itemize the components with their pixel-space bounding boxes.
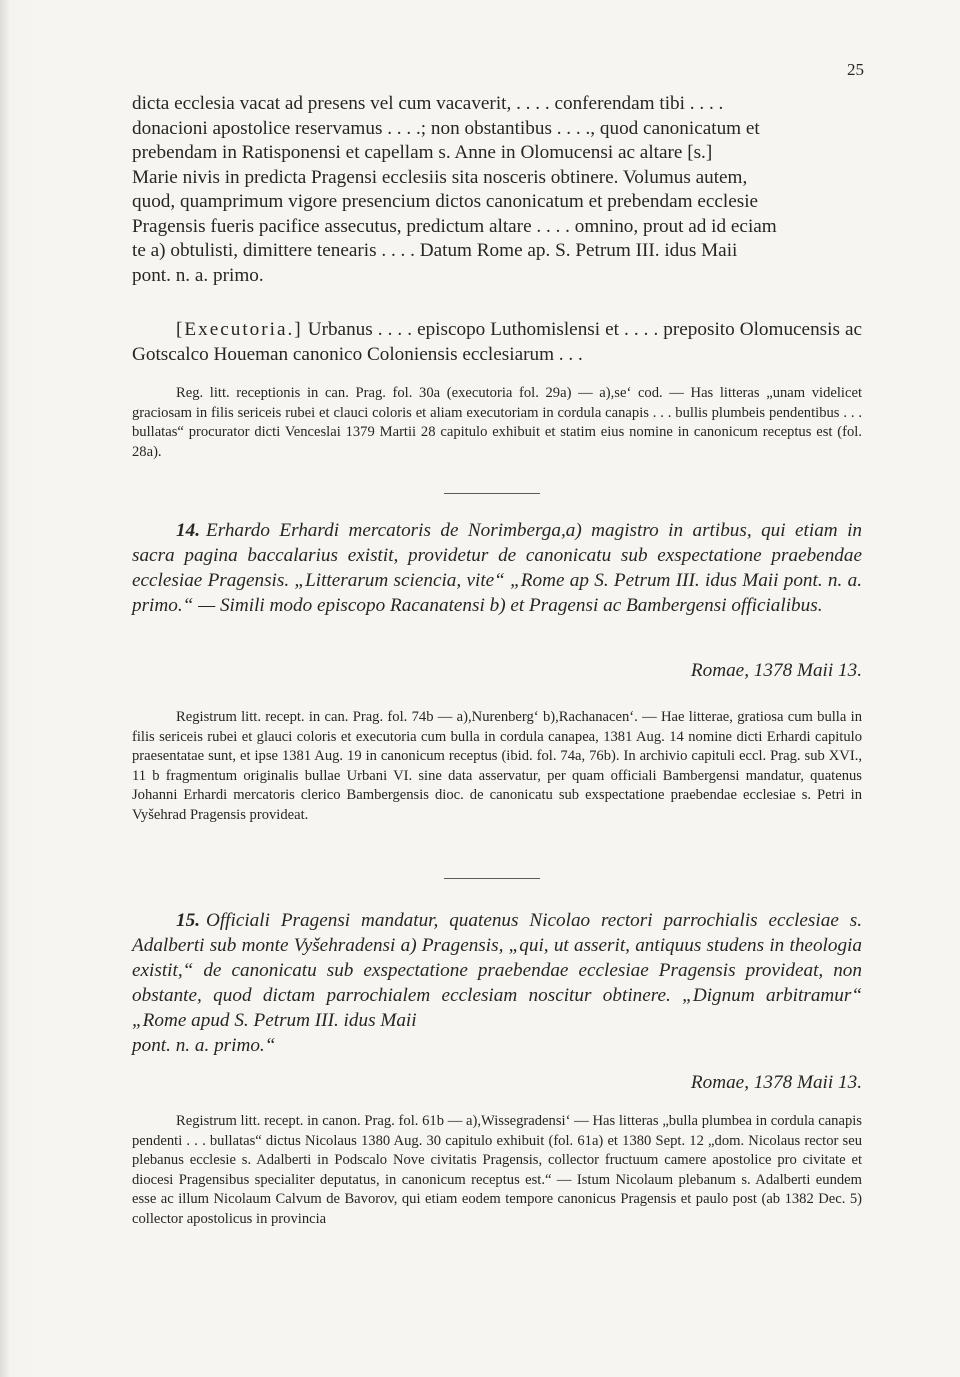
entry-number: 14. <box>176 520 200 541</box>
intro-line: dicta ecclesia vacat ad presens vel cum vacaverit, . . . . conferendam tibi . . . . <box>132 93 724 114</box>
intro-line: Pragensis fueris pacifice assecutus, predictum altare . . . . omnino, prout ad id eciam <box>132 215 777 237</box>
page-number: 25 <box>847 60 864 79</box>
intro-paragraph <box>132 92 862 288</box>
entry-15-last-line: pont. n. a. primo.“ <box>132 1035 276 1056</box>
entry-14 <box>132 518 862 618</box>
executoria-text <box>132 318 862 367</box>
entry-15-date-line <box>132 1072 862 1094</box>
entry-15 <box>132 908 862 1058</box>
intro-line: pont. n. a. primo. <box>132 264 264 286</box>
section-divider <box>444 493 540 494</box>
entry-regest: Officiali Pragensi mandatur, quatenus Nicolao rectori parrochialis ecclesiae s. Adalberti sub monte Vyšehradensi a) Pragensis, „qui, ut asserit, antiquus studens in theologia existit,“ de canonicatu sub exspectatione praebendae ecclesiae Pragensis provideat, non obstante, quod dictam parrochialem ecclesiam noscitur obtinere. „Dignum arbitramur“ „Rome apud S. Petrum III. idus Maii <box>132 910 862 1031</box>
intro-line: quod, quamprimum vigore presencium dictos canonicatum et prebendam ecclesie <box>132 191 759 212</box>
executoria-body: Urbanus . . . . episcopo Luthomislensi et . . . . preposito Olomucensis ac Gotscalco Houeman canonico Coloniensis ecclesiarum . . . <box>132 319 862 365</box>
intro-line: te a) obtulisti, dimittere tenearis . . . . Datum Rome ap. S. Petrum III. idus Maii <box>132 240 738 261</box>
footnote-text: Reg. litt. receptionis in can. Prag. fol. 30a (executoria fol. 29a) — a),se‘ cod. — Has litteras „unam videlicet graciosam in filis sericeis rubei et clauci coloris et aliam executoriam in cordula canapis . . . bullis plumbeis pendentibus . . . bullatas“ procurator dicti Venceslai 1379 Martii 28 capitulo exhibuit et statim eius nomine in canonicum receptus est (fol. 28a). <box>132 385 862 460</box>
entry-15-note-block <box>132 1112 862 1230</box>
section-divider <box>444 878 540 879</box>
entry-15-note: Registrum litt. recept. in canon. Prag. fol. 61b — a),Wissegradensi‘ — Has litteras „bulla plumbea in cordula canapis pendenti . . . bullatas“ dictus Nicolaus 1380 Aug. 30 capitulo exhibuit (fol. 61a) et 1380 Sept. 12 „dom. Nicolaus rector seu plebanus ecclesie s. Adalberti in Podscalo Nove civitatis Pragensis, collector fructuum camere apostolice pro civitate et diocesi Pragensibus specialiter deputatus, in canonicum receptus est.“ — Istum Nicolaum plebanum s. Adalberti eundem esse ac illum Nicolaum Calvum de Bavorov, qui etiam eodem tempore canonicus Pragensis et paulo post (ab 1382 Dec. 5) collector apostolicus in provincia <box>132 1113 862 1227</box>
executoria-label: [Executoria.] <box>176 319 303 340</box>
intro-line: donacioni apostolice reservamus . . . .; non obstantibus . . . ., quod canonicatum et <box>132 117 760 139</box>
footnote-block-1 <box>132 384 862 462</box>
intro-line: Marie nivis in predicta Pragensi ecclesiis sita nosceris obtinere. Volumus autem, <box>132 166 748 188</box>
executoria-paragraph <box>132 318 862 367</box>
entry-number: 15. <box>176 910 200 931</box>
entry-regest: Erhardo Erhardi mercatoris de Norimberga,a) magistro in artibus, qui etiam in sacra pagina baccalarius existit, providetur de canonicatu sub exspectatione praebendae ecclesiae Pragensis. „Litterarum sciencia, vite“ „Rome ap S. Petrum III. idus Maii pont. n. a. primo.“ — Simili modo episcopo Racanatensi b) et Pragensi ac Bambergensi officialibus. <box>132 520 862 616</box>
entry-14-note: Registrum litt. recept. in can. Prag. fol. 74b — a),Nurenberg‘ b),Rachanacen‘. — Hae litterae, gratiosa cum bulla in filis sericeis rubei et glauci coloris et executoria cum bulla in cordula canapea, 1381 Aug. 14 nomine dicti Erhardi capitulo praesentatae sunt, et ipse 1381 Aug. 19 in canonicum receptus (ibid. fol. 74a, 76b). In archivio capituli eccl. Prag. sub XVI., 11 b fragmentum originalis bullae Urbani VI. sine data asservatur, per quam officiali Bambergensi mandatur, quatenus Johanni Erhardi mercatoris clerico Bambergensis dioc. de canonicatu sub exspectatione praebendae ecclesiae s. Petri in Vyšehrad Pragensis provideat. <box>132 709 862 823</box>
entry-14-date: Romae, 1378 Maii 13. <box>690 660 862 681</box>
entry-15-heading <box>132 908 862 1033</box>
intro-line: prebendam in Ratisponensi et capellam s. Anne in Olomucensi ac altare [s.] <box>132 142 713 163</box>
entry-14-note-block <box>132 708 862 826</box>
entry-14-date-line <box>132 660 862 682</box>
entry-14-heading <box>132 518 862 618</box>
entry-15-date: Romae, 1378 Maii 13. <box>690 1072 862 1093</box>
